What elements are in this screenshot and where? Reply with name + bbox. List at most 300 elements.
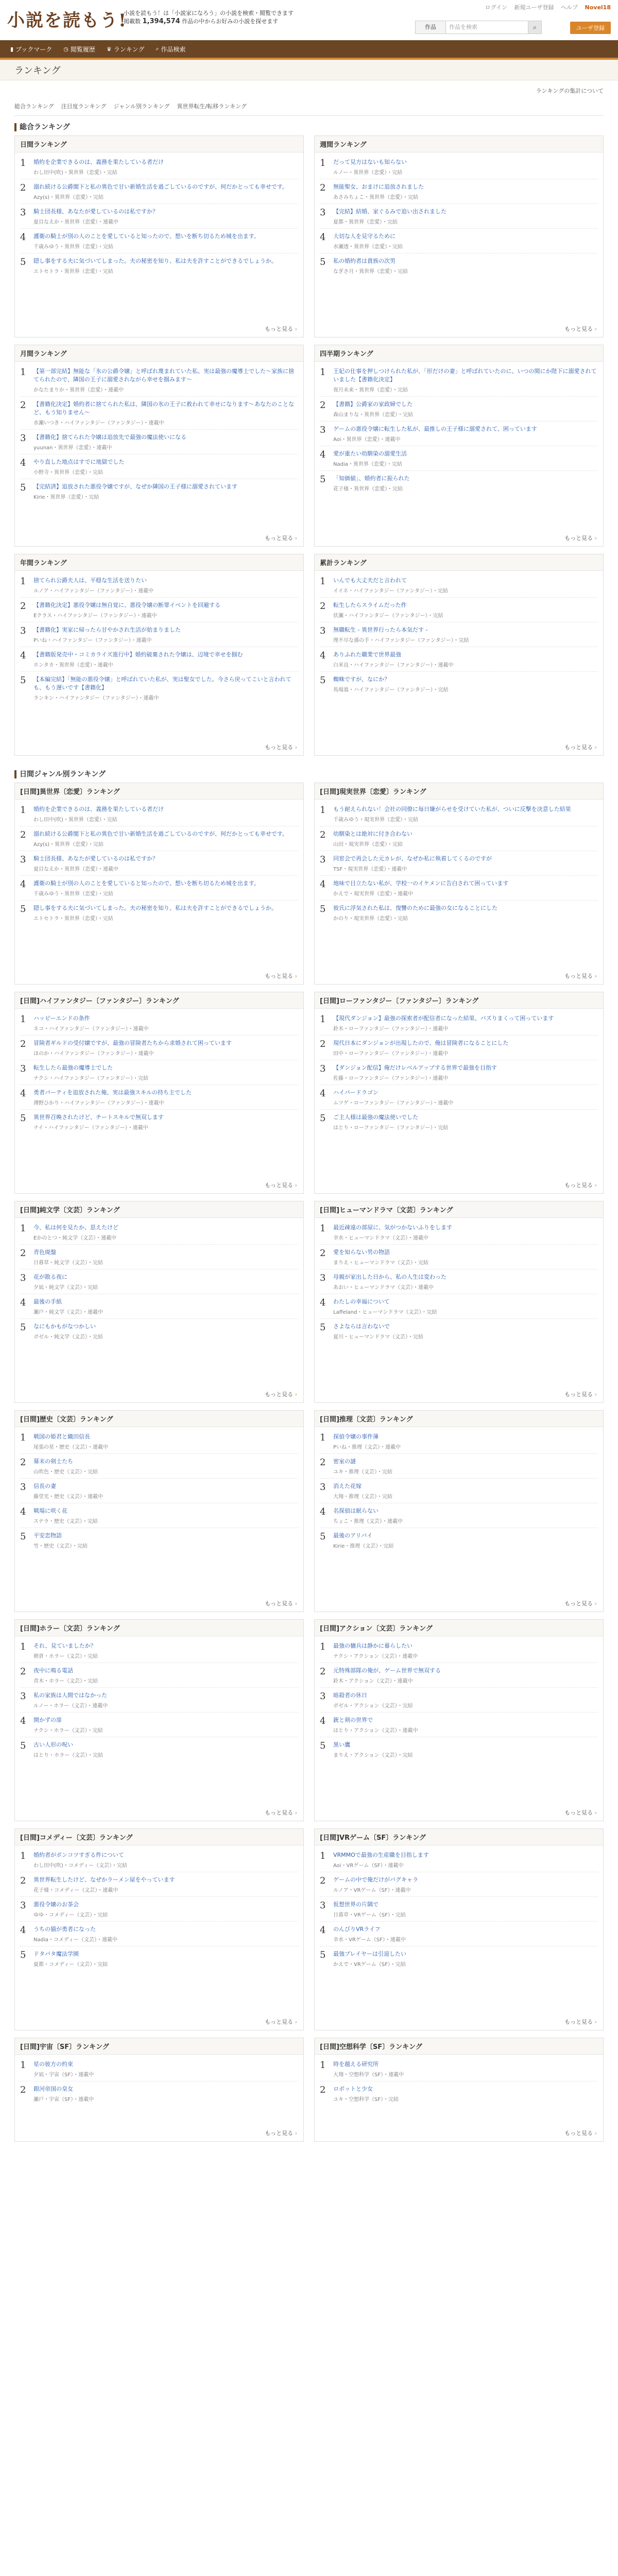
novel-meta: 小野寺・異世界（恋愛）・完結 [33, 470, 103, 476]
novel-title-link[interactable]: 探偵令嬢の事件簿 [333, 1433, 379, 1440]
ranking-item-content [333, 367, 598, 393]
novel-meta: Azy(s)・異世界（恋愛）・完結 [33, 842, 104, 848]
novel-title-link[interactable]: 溺れ続ける公爵閣下と私の異色で甘い新婚生活を過ごしているのですが、何だかとっても幸せです。 [33, 831, 288, 837]
novel-meta: yuunan・異世界（恋愛）・連載中 [33, 445, 112, 451]
ranking-item [320, 1503, 598, 1528]
nav-search[interactable] [156, 45, 185, 54]
rank-number: 4 [20, 1506, 26, 1517]
novel-title-link[interactable]: 【第一部完結】無能な「氷の公爵令嬢」と呼ばれ蔑まれていた私、実は最強の魔導士でした～家族に捨てられたので、隣国の王子に溺愛されながら幸せを掴みます～ [33, 368, 294, 383]
novel-title-link[interactable]: 戦場に咲く花 [33, 1507, 67, 1514]
novel-title-link[interactable]: だって見方はないも知らない [333, 159, 407, 165]
more-link[interactable] [315, 1806, 603, 1821]
site-logo[interactable]: 小説を読もう! [7, 10, 127, 31]
novel-title-link[interactable]: 【書籍化】実家に帰ったら甘やかされ生活が始まりました [33, 626, 181, 633]
rank-number: 3 [320, 1063, 326, 1074]
rank-number: 4 [320, 650, 326, 661]
ranking-item [320, 802, 598, 826]
novel-title-link[interactable]: それ、見ていましたか？ [33, 1642, 96, 1649]
ranking-item-content [333, 1458, 598, 1475]
novel-title-link[interactable]: 溺れ続ける公爵閣下と私の異色で甘い新婚生活を過ごしているのですが、何だかとっても幸せです。 [33, 183, 288, 190]
ranking-item [20, 1848, 298, 1872]
novel-title-link[interactable]: 古い人形の呪い [33, 1741, 73, 1748]
novel-meta: かのり・現実世界（恋愛）・完結 [333, 916, 408, 922]
novel-title-link[interactable]: 悪役令嬢のお茶会 [33, 1901, 79, 1908]
novel-meta: 理不尽な孫の手・ハイファンタジー（ファンタジー）・完結 [333, 638, 469, 643]
ranking-item [320, 647, 598, 672]
novel-title-link[interactable]: 銀河帝国の皇女 [33, 2086, 73, 2092]
ranking-item [20, 1220, 298, 1245]
ranking-item [320, 397, 598, 421]
more-label: もっと見る [564, 1391, 593, 1398]
ranking-item-content [333, 257, 598, 275]
ranking-list [315, 1636, 603, 1806]
novel-title-link[interactable]: 騎士団長様、あなたが愛しているのは私ですか？ [33, 208, 158, 215]
novel-title-link[interactable]: さよならは言わないで [333, 1323, 390, 1330]
novel-title-link[interactable]: 【書籍版発売中・コミカライズ進行中】婚約破棄された令嬢は、辺境で幸せを掴む [33, 651, 243, 658]
ranking-item [320, 1036, 598, 1060]
nav-ranking[interactable] [107, 45, 145, 54]
ranking-item [320, 851, 598, 876]
novel-title-link[interactable]: 愛が重たい幼馴染の溺愛生活 [333, 450, 407, 457]
novel-title-link[interactable]: 幕末の剣士たち [33, 1458, 73, 1465]
novel-title-link[interactable]: 隠し事をする夫に気づいてしまった。夫の秘密を知り、私は夫を許すことができるでしょうか。 [33, 905, 277, 911]
tab-isekai[interactable]: 異世界転生/転移ランキング [177, 103, 247, 110]
rank-number: 5 [20, 675, 26, 686]
ranking-item [20, 430, 298, 454]
header-link-register[interactable]: 新規ユーザ登録 [514, 4, 554, 11]
novel-title-link[interactable]: ご主人様は最強の魔法使いでした [333, 1114, 418, 1121]
rank-number: 1 [320, 1432, 326, 1443]
ranking-item [20, 1528, 298, 1552]
novel-title-link[interactable]: ドタバタ魔法学園 [33, 1951, 79, 1957]
novel-title-link[interactable]: 最後のアリバイ [333, 1532, 373, 1539]
novel-title-link[interactable]: 騎士団長様、あなたが愛しているのは私ですか？ [33, 855, 158, 862]
more-link[interactable] [315, 1179, 603, 1193]
ranking-item-content [333, 1507, 598, 1524]
novel-title-link[interactable]: 青色廃盤 [33, 1249, 56, 1256]
novel-title-link[interactable]: 【書籍】公爵家の家政婦でした [333, 401, 413, 408]
rank-number: 3 [20, 854, 26, 865]
rank-number: 4 [20, 650, 26, 661]
chevron-right-icon: › [293, 2130, 297, 2137]
ranking-about-link[interactable]: ランキングの集計について [536, 88, 604, 94]
user-register-button[interactable]: ユーザ登録 [570, 22, 611, 34]
ranking-item [320, 1663, 598, 1688]
novel-title-link[interactable]: 転生したら最強の魔導士でした [33, 1064, 113, 1071]
novel-title-link[interactable]: 暗殺者の休日 [333, 1692, 367, 1699]
ranking-list [15, 800, 303, 970]
ranking-item-content [333, 2085, 598, 2103]
more-label: もっと見る [265, 2130, 294, 2137]
novel-title-link[interactable]: 婚約を企業できるのは、義務を果たしている者だけ [33, 159, 164, 165]
novel-title-link[interactable]: 愛を知らない男の物語 [333, 1249, 390, 1256]
ranking-item [320, 253, 598, 278]
novel-title-link[interactable]: 最後の手紙 [33, 1298, 62, 1305]
header-link-r18[interactable]: Novel18 [585, 4, 611, 11]
ranking-item-content [333, 830, 598, 848]
tab-attention[interactable]: 注目度ランキング [61, 103, 107, 110]
ranking-item [20, 1946, 298, 1971]
novel-meta: かえで・現実世界（恋愛）・連載中 [333, 891, 413, 897]
search-type-select[interactable]: 作品 [415, 21, 446, 34]
novel-meta: Laffeland・ヒューマンドラマ（文芸）・完結 [333, 1310, 437, 1315]
more-link[interactable] [315, 323, 603, 337]
more-label: もっと見る [564, 973, 593, 979]
novel-meta: Aoi・異世界（恋愛）・連載中 [333, 437, 401, 443]
chevron-right-icon: › [293, 744, 297, 751]
ranking-item-content [333, 232, 598, 250]
ranking-grid [14, 783, 604, 2149]
ranking-item-content [33, 1642, 298, 1659]
ranking-item [320, 1110, 598, 1134]
novel-title-link[interactable]: うちの猫が勇者になった [33, 1926, 96, 1933]
novel-title-link[interactable]: 私の婚約者は貴族の次男 [333, 258, 396, 264]
novel-title-link[interactable]: 無職転生 - 異世界行ったら本気だす - [333, 626, 428, 633]
more-link[interactable] [15, 970, 303, 984]
ranking-card [14, 1828, 304, 2030]
ranking-item-content [333, 626, 598, 643]
novel-title-link[interactable]: 【本編完結】「無能の悪役令嬢」と呼ばれていた私が、実は聖女でした。今さら戻ってこいと言われても、もう遅いです【書籍化】 [33, 676, 291, 691]
ranking-list [315, 362, 603, 532]
novel-title-link[interactable]: ゲームの悪役令嬢に転生した私が、最推しの王子様に溺愛されて、困っています [333, 426, 537, 432]
tab-overall[interactable]: 総合ランキング [14, 103, 54, 110]
ranking-item-content [33, 1433, 298, 1450]
ranking-card-title: [日間]空想科学〔SF〕ランキング [315, 2038, 603, 2055]
novel-title-link[interactable]: 最近疎遠の部屋に、気がつかないふりをします [333, 1224, 452, 1231]
ranking-item [320, 1528, 598, 1552]
rank-number: 2 [20, 1248, 26, 1259]
search-box [415, 21, 542, 34]
novel-title-link[interactable]: 戦国の姫君と織田信長 [33, 1433, 90, 1440]
more-link[interactable] [15, 1806, 303, 1821]
ranking-card [14, 992, 304, 1194]
more-link[interactable] [15, 1388, 303, 1402]
ranking-card [14, 1201, 304, 1403]
rank-number: 4 [20, 457, 26, 468]
rank-number: 5 [320, 675, 326, 686]
ranking-item [320, 672, 598, 696]
ranking-card [314, 1410, 604, 1612]
novel-title-link[interactable]: 母親が家出した日から、私の人生は変わった [333, 1274, 447, 1280]
novel-title-link[interactable]: VRMMOで最強の生産職を目指します [333, 1852, 429, 1858]
ranking-card [14, 1619, 304, 1821]
more-link[interactable] [315, 1388, 603, 1402]
ranking-item [20, 479, 298, 503]
site-header [0, 0, 618, 40]
rank-number: 2 [20, 182, 26, 193]
novel-title-link[interactable]: 星の彼方の約束 [33, 2061, 73, 2067]
ranking-card-title: [日間]ホラー〔文芸〕ランキング [15, 1620, 303, 1636]
ranking-item-content [333, 1039, 598, 1057]
bookmark-icon: ▮ [10, 45, 14, 53]
more-link[interactable] [315, 532, 603, 546]
ranking-item-content [333, 1925, 598, 1943]
more-link[interactable] [315, 970, 603, 984]
novel-title-link[interactable]: やり直した地点はすでに地獄でした [33, 459, 125, 465]
rank-number: 2 [320, 400, 326, 411]
novel-title-link[interactable]: 黒い鷹 [333, 1741, 350, 1748]
nav-bookmark[interactable] [10, 45, 52, 54]
ranking-item-content [33, 1039, 298, 1057]
novel-meta: エトセトラ・異世界（恋愛）・完結 [33, 916, 113, 922]
ranking-card-title: 四半期ランキング [315, 345, 603, 362]
novel-title-link[interactable]: 【完結済】追放された悪役令嬢ですが、なぜか隣国の王子様に溺愛されています [33, 483, 237, 490]
rank-number: 5 [320, 1113, 326, 1124]
novel-meta: 瀬戸・宇宙（SF）・連載中 [33, 2097, 94, 2103]
rank-number: 1 [320, 1851, 326, 1861]
novel-title-link[interactable]: 同窓会で再会した元カレが、なぜか私に執着してくるのですが [333, 855, 492, 862]
more-link[interactable] [15, 1597, 303, 1612]
novel-meta: ネコ・ハイファンタジー（ファンタジー）・連載中 [33, 1026, 149, 1032]
ranking-item-content [333, 1224, 598, 1241]
novel-title-link[interactable]: 蜘蛛ですが、なにか？ [333, 676, 390, 683]
novel-title-link[interactable]: なにもかもがなつかしい [33, 1323, 96, 1330]
novel-title-link[interactable]: 平安恋物語 [33, 1532, 62, 1539]
novel-title-link[interactable]: 私の家族は人間ではなかった [33, 1692, 107, 1699]
novel-title-link[interactable]: 開かずの扉 [33, 1717, 62, 1723]
novel-title-link[interactable]: ゲームの中で俺だけがバグキャラ [333, 1876, 418, 1883]
rank-number: 4 [320, 879, 326, 890]
ranking-item [320, 204, 598, 229]
chevron-right-icon: › [593, 973, 597, 979]
novel-title-link[interactable]: 夜中に鳴る電話 [33, 1667, 73, 1674]
ranking-list [15, 1009, 303, 1179]
ranking-item [20, 253, 298, 278]
novel-title-link[interactable]: 元特殊部隊の俺が、ゲーム世界で無双する [333, 1667, 441, 1674]
ranking-item [20, 672, 298, 704]
rank-number: 5 [20, 257, 26, 267]
novel-title-link[interactable]: ハイパードラゴン [333, 1089, 379, 1096]
rank-number: 1 [320, 158, 326, 168]
rank-number: 2 [320, 2084, 326, 2095]
novel-title-link[interactable]: 婚約者がポンコツすぎる件について [33, 1852, 124, 1858]
novel-title-link[interactable]: 【書籍化決定】婚約者に捨てられた私は、隣国の氷の王子に救われて幸せになります～あなたのことなど、もう知りません～ [33, 401, 294, 416]
novel-title-link[interactable]: 異世界転生したけど、なぜかラーメン屋をやっています [33, 1876, 175, 1883]
more-label: もっと見る [564, 535, 593, 541]
novel-title-link[interactable]: 名探偵は眠らない [333, 1507, 379, 1514]
novel-meta: ルノー・ホラー（文芸）・連載中 [33, 1703, 108, 1709]
novel-meta: 夕凪・純文学（文芸）・完結 [33, 1285, 98, 1291]
novel-title-link[interactable]: ロボットと少女 [333, 2086, 373, 2092]
novel-title-link[interactable]: 「知価値」、婚約者に振られた [333, 475, 410, 482]
ranking-item-content [33, 904, 298, 922]
rank-number: 2 [20, 1039, 26, 1049]
novel-title-link[interactable]: 密室の謎 [333, 1458, 356, 1465]
novel-meta: 幸水・ヒューマンドラマ（文芸）・連載中 [333, 1235, 428, 1241]
novel-title-link[interactable]: 隠し事をする夫に気づいてしまった。夫の秘密を知り、私は夫を許すことができるでしょうか。 [33, 258, 277, 264]
ranking-card-title: 月間ランキング [15, 345, 303, 362]
ranking-item [320, 1294, 598, 1319]
ranking-item [20, 1922, 298, 1946]
rank-number: 5 [20, 1740, 26, 1751]
header-link-login[interactable]: ログイン [485, 4, 508, 11]
ranking-list [315, 1218, 603, 1388]
count-prefix: 掲載数 [124, 18, 141, 25]
rank-number: 3 [20, 207, 26, 218]
novel-title-link[interactable]: 捨てられ公爵夫人は、平穏な生活を送りたい [33, 577, 147, 584]
ranking-item [20, 622, 298, 647]
nav-history[interactable] [63, 45, 95, 54]
ranking-item [20, 1713, 298, 1737]
novel-title-link[interactable]: わたしの幸福について [333, 1298, 390, 1305]
rank-number: 3 [20, 1063, 26, 1074]
novel-title-link[interactable]: 【ダンジョン配信】俺だけレベルアップする世界で最強を目指す [333, 1064, 497, 1071]
novel-meta: Eクラス・ハイファンタジー（ファンタジー）・連載中 [33, 613, 157, 619]
novel-title-link[interactable]: のんびりVRライフ [333, 1926, 381, 1933]
more-link[interactable] [15, 1179, 303, 1193]
novel-meta: 水瀬透・異世界（恋愛）・完結 [333, 244, 403, 250]
novel-title-link[interactable]: 異世界召喚されたけど、チートスキルで無双します [33, 1114, 164, 1121]
rank-number: 5 [20, 1950, 26, 1960]
novel-title-link[interactable]: 護衛の騎士が別の人のことを愛していると知ったので、想いを断ち切るため城を出ます。 [33, 880, 260, 887]
ranking-item-content [333, 1851, 598, 1869]
ranking-item-content [333, 183, 598, 200]
novel-title-link[interactable]: 時を越える研究所 [333, 2061, 379, 2067]
ranking-item [20, 1872, 298, 1897]
novel-title-link[interactable]: ハッピーエンドの条件 [33, 1015, 90, 1022]
search-input[interactable]: 作品を検索 [446, 21, 528, 34]
novel-title-link[interactable]: 仮想世界の片隅で [333, 1901, 379, 1908]
ranking-item [20, 876, 298, 901]
ranking-item [320, 1688, 598, 1713]
novel-title-link[interactable]: 【現代ダンジョン】最強の探索者が配信者になった結果、バズりまくって困っています [333, 1015, 554, 1022]
section-title: 日間ジャンル別ランキング [14, 770, 604, 778]
ranking-item [20, 573, 298, 598]
ranking-item-content [33, 1458, 298, 1475]
novel-title-link[interactable]: 最強プレイヤーは引退したい [333, 1951, 407, 1957]
rank-number: 2 [320, 182, 326, 193]
chevron-right-icon: › [593, 326, 597, 332]
more-label: もっと見る [564, 326, 593, 332]
novel-title-link[interactable]: 今、私は何を見たか、思えたけど [33, 1224, 118, 1231]
more-link[interactable] [15, 323, 303, 337]
ranking-item [320, 622, 598, 647]
rank-number: 4 [20, 1716, 26, 1726]
ranking-item [320, 826, 598, 851]
more-link[interactable] [15, 2127, 303, 2141]
rank-number: 2 [20, 829, 26, 840]
chevron-right-icon: › [293, 1809, 297, 1816]
ranking-item-content [333, 400, 598, 418]
novel-meta: ムツゲ・ローファンタジー（ファンタジー）・連載中 [333, 1100, 454, 1106]
novel-title-link[interactable]: 無能聖女、おまけに追放されました [333, 183, 424, 190]
novel-title-link[interactable]: 護衛の騎士が別の人のことを愛していると知ったので、想いを断ち切るため城を出ます。 [33, 233, 260, 240]
ranking-item-content [33, 257, 298, 275]
ranking-item [320, 1713, 598, 1737]
ranking-item [20, 901, 298, 925]
ranking-list [15, 2055, 303, 2127]
novel-title-link[interactable]: 婚約を企業できるのは、義務を果たしている者だけ [33, 806, 164, 812]
rank-number: 1 [320, 1014, 326, 1025]
novel-title-link[interactable]: 転生したらスライムだった件 [333, 602, 407, 608]
novel-title-link[interactable]: 冒険者ギルドの受付嬢ですが、最強の冒険者たちから求婚されて困っています [33, 1040, 232, 1046]
novel-title-link[interactable]: 【書籍化】捨てられた令嬢は追放先で最強の魔法使いになる [33, 434, 186, 440]
ranking-card-title: [日間]異世界〔恋愛〕ランキング [15, 783, 303, 800]
rank-number: 1 [320, 1641, 326, 1652]
ranking-card [314, 992, 604, 1194]
ranking-item-content [333, 855, 598, 872]
ranking-item-content [33, 1925, 298, 1943]
novel-title-link[interactable]: いんでも大丈夫だと言われて [333, 577, 407, 584]
ranking-item-content [33, 400, 298, 426]
ranking-item-content [333, 1323, 598, 1340]
novel-meta: ナイ・ハイファンタジー（ファンタジー）・連載中 [33, 1125, 148, 1131]
novel-title-link[interactable]: 最強の傭兵は静かに暮らしたい [333, 1642, 413, 1649]
ranking-item [320, 446, 598, 471]
more-link[interactable] [315, 2127, 603, 2141]
rank-number: 1 [20, 1223, 26, 1234]
ranking-item-content [333, 208, 598, 225]
ranking-item-content [333, 904, 598, 922]
novel-title-link[interactable]: 消えた花嫁 [333, 1483, 362, 1489]
ranking-list [315, 1845, 603, 2015]
rank-number: 1 [20, 1851, 26, 1861]
novel-title-link[interactable]: 【書籍化決定】悪役令嬢は無自覚に、悪役令嬢の断罪イベントを回避する [33, 602, 220, 608]
ranking-item-content [333, 1642, 598, 1659]
novel-title-link[interactable]: もう耐えられない！会社の同僚に毎日嫌がらせを受けていた私が、ついに反撃を決意した結果 [333, 806, 571, 812]
ranking-item [320, 1454, 598, 1479]
rank-number: 3 [320, 207, 326, 218]
novel-title-link[interactable]: 勇者パーティを追放された俺、実は最強スキルの持ち主でした [33, 1089, 192, 1096]
ranking-item [20, 647, 298, 672]
ranking-item [20, 802, 298, 826]
ranking-item [20, 1454, 298, 1479]
rank-number: 5 [320, 1950, 326, 1960]
ranking-item-content [33, 1532, 298, 1549]
novel-title-link[interactable]: 花が散る夜に [33, 1274, 67, 1280]
rank-number: 4 [20, 879, 26, 890]
novel-meta: 花子様・異世界（恋愛）・完結 [333, 486, 403, 492]
more-link[interactable] [315, 2015, 603, 2030]
more-link[interactable] [315, 741, 603, 755]
more-link[interactable] [315, 1597, 603, 1612]
novel-title-link[interactable]: 地味で目立たない私が、学校一のイケメンに告白されて困っています [333, 880, 509, 887]
header-link-help[interactable]: ヘルプ [561, 4, 578, 11]
novel-meta: 白米良・ハイファンタジー（ファンタジー）・連載中 [333, 663, 454, 668]
novel-meta: ルノー・異世界（恋愛）・完結 [333, 170, 403, 176]
novel-title-link[interactable]: 大切な人を見守るために [333, 233, 396, 240]
ranking-item [320, 2081, 598, 2106]
novel-title-link[interactable]: 銃と剣の世界で [333, 1717, 373, 1723]
ranking-item [20, 2081, 298, 2106]
ranking-item [320, 598, 598, 622]
rank-number: 5 [20, 1322, 26, 1333]
novel-meta: ランキン・ハイファンタジー（ファンタジー）・連載中 [33, 696, 159, 701]
search-button[interactable] [528, 21, 542, 34]
ranking-item-content [33, 1089, 298, 1106]
rank-number: 4 [20, 1297, 26, 1308]
more-link[interactable] [15, 2015, 303, 2030]
ranking-card-title: [日間]コメディー〔文芸〕ランキング [15, 1829, 303, 1845]
novel-title-link[interactable]: ありふれた職業で世界最強 [333, 651, 401, 658]
chevron-right-icon: › [593, 535, 597, 541]
novel-title-link[interactable]: 現代日本にダンジョンが出現したので、俺は冒険者になることにした [333, 1040, 509, 1046]
chevron-right-icon: › [593, 1182, 597, 1189]
ranking-card [14, 345, 304, 547]
novel-title-link[interactable]: 【完結】結婚、家ぐるみで追い出されました [333, 208, 447, 215]
tab-genre[interactable]: ジャンル別ランキング [113, 103, 170, 110]
ranking-item-content [33, 2060, 298, 2078]
novel-title-link[interactable]: 信長の妻 [33, 1483, 56, 1489]
more-link[interactable] [15, 532, 303, 546]
chevron-right-icon: › [293, 1600, 297, 1607]
ranking-item-content [33, 675, 298, 701]
novel-title-link[interactable]: 幼馴染とは絶対に付き合わない [333, 831, 413, 837]
more-link[interactable] [15, 741, 303, 755]
novel-title-link[interactable]: 彼氏に浮気された私は、復讐のために最強の女になることにした [333, 905, 497, 911]
ranking-item [20, 1503, 298, 1528]
novel-title-link[interactable]: 王妃の仕事を押しつけられた私が、「形だけの妻」と呼ばれていたのに、いつの間にか陛下に溺愛されていました【書籍化決定】 [333, 368, 597, 383]
